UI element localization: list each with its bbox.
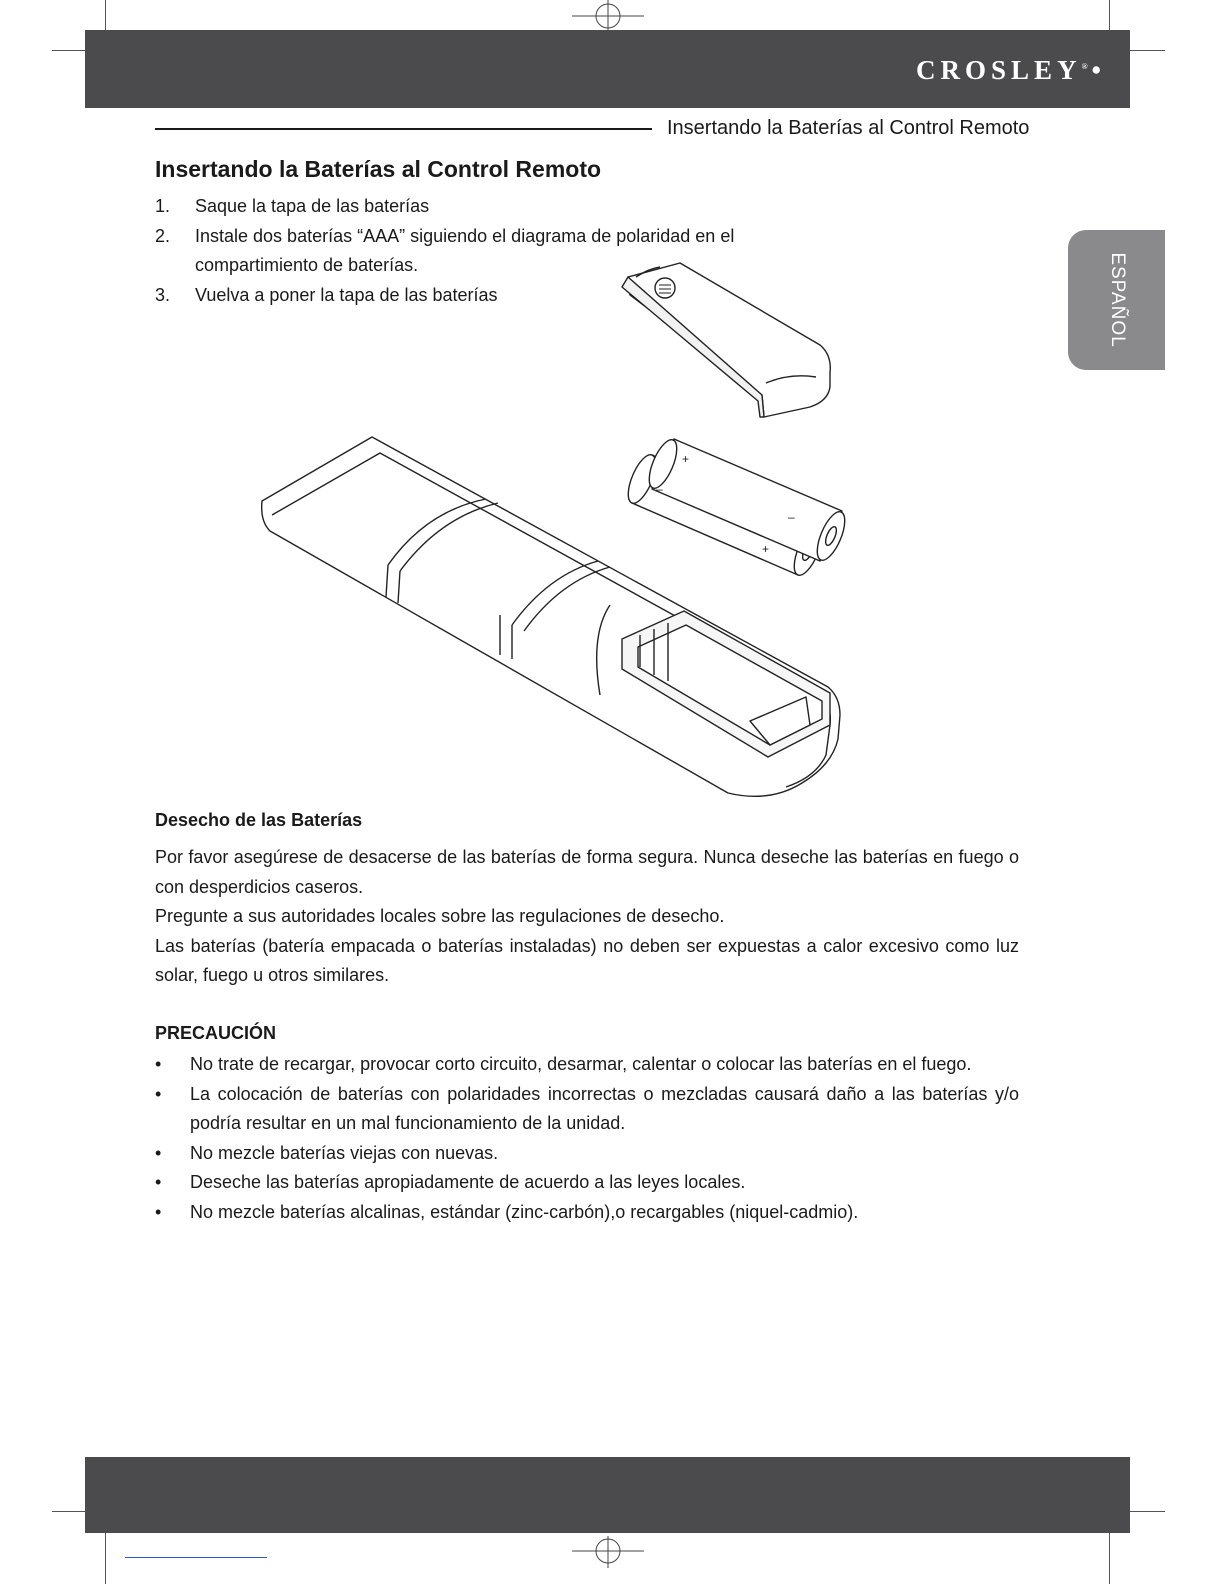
brand-logo — [916, 55, 1106, 86]
registration-mark-top — [572, 0, 644, 32]
brand-dot: • — [1091, 55, 1106, 85]
footer-underline — [125, 1557, 267, 1558]
registration-mark-bottom — [572, 1536, 644, 1568]
remote-battery-illustration — [250, 255, 850, 805]
disposal-text — [155, 843, 1019, 991]
crop-mark — [1130, 50, 1165, 51]
caution-list — [155, 1050, 1019, 1227]
disposal-paragraph: Las baterías (batería empacada o baterías instaladas) no deben ser expuestas a calor excesivo como luz solar, fuego u otros similares. — [155, 935, 1019, 985]
step-number: 1. — [155, 196, 171, 216]
step-item — [155, 192, 805, 222]
caution-item: • Deseche las baterías apropiadamente de acuerdo a las leyes locales. — [155, 1168, 1019, 1198]
caution-item: • No mezcle baterías viejas con nuevas. — [155, 1139, 1019, 1169]
crop-mark — [105, 0, 106, 30]
crop-mark — [1109, 0, 1110, 30]
battery-minus-mark: – — [788, 510, 795, 524]
crop-mark — [52, 50, 85, 51]
step-number: 2. — [155, 225, 171, 246]
footer-bar — [85, 1457, 1130, 1533]
disposal-paragraph: Por favor asegúrese de desacerse de las baterías de forma segura. Nunca deseche las baterías en fuego o con desperdicios caseros. — [155, 847, 1019, 897]
crop-mark — [1109, 1533, 1110, 1584]
caution-item: • La colocación de baterías con polaridades incorrectas o mezcladas causará daño a las baterías y/o podría resultar en un mal funcionamiento de la unidad. — [155, 1080, 1019, 1139]
caution-title: PRECAUCIÓN — [155, 1023, 277, 1043]
crop-mark — [1130, 1511, 1165, 1512]
page-title: Insertando la Baterías al Control Remoto — [155, 156, 602, 182]
section-header-title: Insertando la Baterías al Control Remoto — [667, 117, 1030, 139]
step-text: Vuelva a poner la tapa de las baterías — [195, 284, 498, 305]
language-tab — [1068, 230, 1165, 370]
battery-minus-mark: – — [656, 482, 663, 496]
battery-plus-mark: + — [682, 452, 690, 466]
aaa-batteries-drawing — [623, 436, 850, 579]
section-rule — [155, 128, 652, 130]
brand-registered-mark: ® — [1081, 62, 1088, 71]
battery-plus-mark: + — [762, 542, 770, 556]
battery-cover-drawing — [622, 263, 830, 417]
crop-mark — [105, 1533, 106, 1584]
language-tab-label: ESPAÑOL — [1106, 252, 1128, 348]
caution-item: • No trate de recargar, provocar corto circuito, desarmar, calentar o colocar las baterías en el fuego. — [155, 1050, 1019, 1080]
disposal-title: Desecho de las Baterías — [155, 810, 363, 830]
caution-item: • No mezcle baterías alcalinas, estándar (zinc-carbón),o recargables (niquel-cadmio). — [155, 1198, 1019, 1228]
step-text: Saque la tapa de las baterías — [195, 196, 430, 216]
brand-name: CROSLEY — [916, 55, 1082, 85]
step-text: Instale dos baterías “AAA” siguiendo el diagrama de polaridad en el compartimiento de baterías. — [195, 225, 735, 275]
step-number: 3. — [155, 284, 171, 305]
crop-mark — [52, 1511, 85, 1512]
disposal-paragraph: Pregunte a sus autoridades locales sobre las regulaciones de desecho. — [155, 906, 725, 926]
